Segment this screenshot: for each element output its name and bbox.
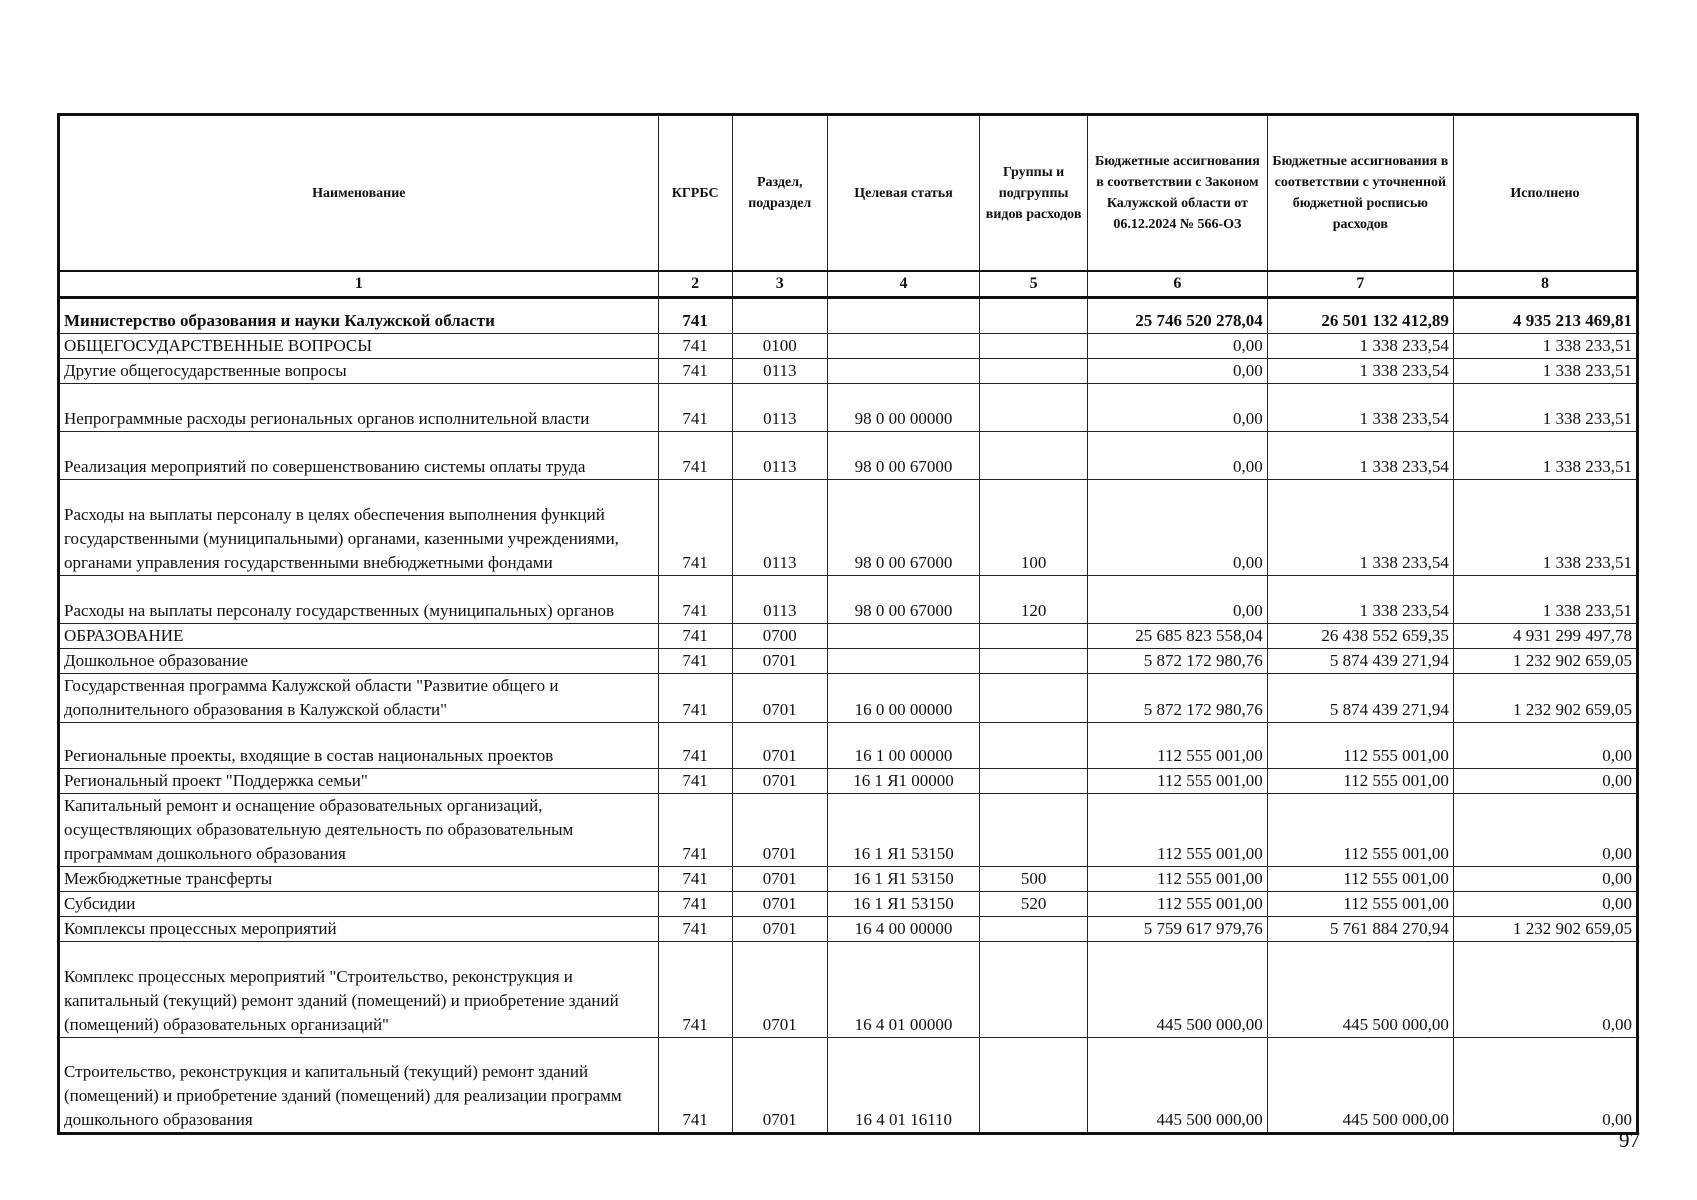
row-executed-amount: 1 338 233,51 [1453, 334, 1637, 359]
row-section: 0113 [732, 359, 827, 384]
budget-document [57, 113, 1639, 1135]
row-law-amount: 445 500 000,00 [1088, 942, 1268, 1038]
row-group: 120 [980, 576, 1088, 624]
table-row [59, 867, 1638, 892]
row-group [980, 298, 1088, 334]
row-executed-amount: 1 338 233,51 [1453, 384, 1637, 432]
row-section: 0701 [732, 892, 827, 917]
table-row [59, 1038, 1638, 1134]
row-roster-amount: 445 500 000,00 [1267, 942, 1453, 1038]
budget-table [57, 113, 1639, 1135]
row-executed-amount: 1 232 902 659,05 [1453, 649, 1637, 674]
row-target [827, 624, 979, 649]
row-kgrbs: 741 [658, 432, 732, 480]
row-section: 0701 [732, 649, 827, 674]
row-target: 98 0 00 67000 [827, 480, 979, 576]
row-target: 16 1 Я1 53150 [827, 892, 979, 917]
header-name: Наименование [59, 115, 659, 272]
row-name: Министерство образования и науки Калужской области [59, 298, 659, 334]
row-law-amount: 25 685 823 558,04 [1088, 624, 1268, 649]
row-section: 0701 [732, 917, 827, 942]
row-target: 16 4 00 00000 [827, 917, 979, 942]
row-group [980, 674, 1088, 723]
row-kgrbs: 741 [658, 359, 732, 384]
row-roster-amount: 1 338 233,54 [1267, 334, 1453, 359]
column-number: 4 [827, 271, 979, 298]
row-target: 16 4 01 00000 [827, 942, 979, 1038]
row-kgrbs: 741 [658, 769, 732, 794]
row-group [980, 649, 1088, 674]
row-law-amount: 0,00 [1088, 432, 1268, 480]
row-name: Расходы на выплаты персоналу государственных (муниципальных) органов [59, 576, 659, 624]
row-law-amount: 445 500 000,00 [1088, 1038, 1268, 1134]
row-name: ОБРАЗОВАНИЕ [59, 624, 659, 649]
row-name: Расходы на выплаты персоналу в целях обеспечения выполнения функций государственными (муниципальными) органами, казенными учреждениями, органами управления государственными внебюджетными фондами [59, 480, 659, 576]
row-name: Непрограммные расходы региональных органов исполнительной власти [59, 384, 659, 432]
header-target-article: Целевая статья [827, 115, 979, 272]
table-row [59, 576, 1638, 624]
row-roster-amount: 5 761 884 270,94 [1267, 917, 1453, 942]
row-target [827, 334, 979, 359]
table-row [59, 359, 1638, 384]
header-section: Раздел, подраздел [732, 115, 827, 272]
row-target: 98 0 00 67000 [827, 432, 979, 480]
row-law-amount: 0,00 [1088, 334, 1268, 359]
row-target [827, 359, 979, 384]
row-group: 520 [980, 892, 1088, 917]
row-law-amount: 0,00 [1088, 576, 1268, 624]
column-number: 2 [658, 271, 732, 298]
row-name: Межбюджетные трансферты [59, 867, 659, 892]
column-number: 7 [1267, 271, 1453, 298]
row-group [980, 794, 1088, 867]
row-target [827, 649, 979, 674]
row-executed-amount: 1 232 902 659,05 [1453, 917, 1637, 942]
table-row [59, 674, 1638, 723]
row-roster-amount: 112 555 001,00 [1267, 723, 1453, 769]
row-law-amount: 5 759 617 979,76 [1088, 917, 1268, 942]
row-executed-amount: 1 232 902 659,05 [1453, 674, 1637, 723]
column-number: 6 [1088, 271, 1268, 298]
row-target: 98 0 00 00000 [827, 384, 979, 432]
row-name: Комплекс процессных мероприятий "Строительство, реконструкция и капитальный (текущий) ремонт зданий (помещений) и приобретение зданий (помещений) образовательных организаций" [59, 942, 659, 1038]
row-executed-amount: 0,00 [1453, 723, 1637, 769]
row-law-amount: 112 555 001,00 [1088, 867, 1268, 892]
row-group [980, 769, 1088, 794]
column-number: 5 [980, 271, 1088, 298]
row-kgrbs: 741 [658, 723, 732, 769]
row-executed-amount: 4 931 299 497,78 [1453, 624, 1637, 649]
row-group [980, 334, 1088, 359]
table-row [59, 334, 1638, 359]
row-law-amount: 5 872 172 980,76 [1088, 674, 1268, 723]
row-target: 16 1 00 00000 [827, 723, 979, 769]
row-section: 0701 [732, 1038, 827, 1134]
row-name: Строительство, реконструкция и капитальный (текущий) ремонт зданий (помещений) и приобретение зданий (помещений) для реализации программ дошкольного образования [59, 1038, 659, 1134]
row-kgrbs: 741 [658, 576, 732, 624]
row-target [827, 298, 979, 334]
row-executed-amount: 1 338 233,51 [1453, 576, 1637, 624]
table-row [59, 649, 1638, 674]
row-group [980, 384, 1088, 432]
table-row [59, 298, 1638, 334]
row-group [980, 942, 1088, 1038]
row-roster-amount: 112 555 001,00 [1267, 769, 1453, 794]
row-section [732, 298, 827, 334]
row-law-amount: 112 555 001,00 [1088, 723, 1268, 769]
row-target: 16 4 01 16110 [827, 1038, 979, 1134]
row-roster-amount: 26 438 552 659,35 [1267, 624, 1453, 649]
row-name: Региональный проект "Поддержка семьи" [59, 769, 659, 794]
row-section: 0701 [732, 867, 827, 892]
row-target: 16 0 00 00000 [827, 674, 979, 723]
table-row [59, 769, 1638, 794]
header-executed: Исполнено [1453, 115, 1637, 272]
row-target: 16 1 Я1 53150 [827, 794, 979, 867]
column-number: 8 [1453, 271, 1637, 298]
row-kgrbs: 741 [658, 794, 732, 867]
row-roster-amount: 445 500 000,00 [1267, 1038, 1453, 1134]
row-roster-amount: 112 555 001,00 [1267, 892, 1453, 917]
row-group [980, 624, 1088, 649]
row-kgrbs: 741 [658, 1038, 732, 1134]
row-kgrbs: 741 [658, 384, 732, 432]
row-law-amount: 112 555 001,00 [1088, 794, 1268, 867]
row-section: 0701 [732, 723, 827, 769]
row-section: 0113 [732, 480, 827, 576]
row-target: 16 1 Я1 53150 [827, 867, 979, 892]
row-group: 500 [980, 867, 1088, 892]
table-row [59, 794, 1638, 867]
row-law-amount: 0,00 [1088, 359, 1268, 384]
row-group [980, 917, 1088, 942]
row-kgrbs: 741 [658, 917, 732, 942]
row-section: 0700 [732, 624, 827, 649]
row-section: 0701 [732, 769, 827, 794]
header-expense-group: Группы и подгруппы видов расходов [980, 115, 1088, 272]
row-section: 0113 [732, 384, 827, 432]
row-executed-amount: 0,00 [1453, 942, 1637, 1038]
row-name: Субсидии [59, 892, 659, 917]
row-name: Комплексы процессных мероприятий [59, 917, 659, 942]
column-number-row [59, 271, 1638, 298]
row-roster-amount: 112 555 001,00 [1267, 794, 1453, 867]
row-kgrbs: 741 [658, 334, 732, 359]
header-law-allocations: Бюджетные ассигнования в соответствии с Законом Калужской области от 06.12.2024 № 566-ОЗ [1088, 115, 1268, 272]
table-row [59, 432, 1638, 480]
row-executed-amount: 0,00 [1453, 1038, 1637, 1134]
row-roster-amount: 1 338 233,54 [1267, 432, 1453, 480]
header-roster-allocations: Бюджетные ассигнования в соответствии с уточненной бюджетной росписью расходов [1267, 115, 1453, 272]
row-executed-amount: 0,00 [1453, 769, 1637, 794]
row-section: 0701 [732, 794, 827, 867]
table-row [59, 624, 1638, 649]
row-target: 98 0 00 67000 [827, 576, 979, 624]
row-executed-amount: 1 338 233,51 [1453, 359, 1637, 384]
row-group: 100 [980, 480, 1088, 576]
row-roster-amount: 5 874 439 271,94 [1267, 649, 1453, 674]
table-row [59, 942, 1638, 1038]
row-group [980, 723, 1088, 769]
row-name: Другие общегосударственные вопросы [59, 359, 659, 384]
row-section: 0113 [732, 432, 827, 480]
row-name: Государственная программа Калужской области "Развитие общего и дополнительного образования в Калужской области" [59, 674, 659, 723]
row-law-amount: 112 555 001,00 [1088, 892, 1268, 917]
row-executed-amount: 0,00 [1453, 867, 1637, 892]
column-number: 3 [732, 271, 827, 298]
table-row [59, 480, 1638, 576]
page-number: 97 [1619, 1128, 1640, 1152]
row-roster-amount: 1 338 233,54 [1267, 359, 1453, 384]
row-executed-amount: 0,00 [1453, 892, 1637, 917]
row-kgrbs: 741 [658, 298, 732, 334]
table-row [59, 384, 1638, 432]
row-group [980, 359, 1088, 384]
row-kgrbs: 741 [658, 892, 732, 917]
row-executed-amount: 1 338 233,51 [1453, 480, 1637, 576]
row-name: Региональные проекты, входящие в состав национальных проектов [59, 723, 659, 769]
row-law-amount: 112 555 001,00 [1088, 769, 1268, 794]
row-roster-amount: 1 338 233,54 [1267, 384, 1453, 432]
row-executed-amount: 0,00 [1453, 794, 1637, 867]
table-row [59, 892, 1638, 917]
row-executed-amount: 4 935 213 469,81 [1453, 298, 1637, 334]
row-group [980, 432, 1088, 480]
row-law-amount: 0,00 [1088, 384, 1268, 432]
row-kgrbs: 741 [658, 649, 732, 674]
column-number: 1 [59, 271, 659, 298]
row-kgrbs: 741 [658, 480, 732, 576]
row-name: Капитальный ремонт и оснащение образовательных организаций, осуществляющих образовательную деятельность по образовательным программам дошкольного образования [59, 794, 659, 867]
row-section: 0100 [732, 334, 827, 359]
row-roster-amount: 1 338 233,54 [1267, 480, 1453, 576]
header-kgrbs: КГРБС [658, 115, 732, 272]
row-law-amount: 25 746 520 278,04 [1088, 298, 1268, 334]
row-roster-amount: 112 555 001,00 [1267, 867, 1453, 892]
row-name: ОБЩЕГОСУДАРСТВЕННЫЕ ВОПРОСЫ [59, 334, 659, 359]
row-group [980, 1038, 1088, 1134]
row-kgrbs: 741 [658, 624, 732, 649]
table-row [59, 917, 1638, 942]
row-name: Реализация мероприятий по совершенствованию системы оплаты труда [59, 432, 659, 480]
row-section: 0701 [732, 674, 827, 723]
header-row [59, 115, 1638, 272]
row-law-amount: 5 872 172 980,76 [1088, 649, 1268, 674]
row-section: 0113 [732, 576, 827, 624]
table-row [59, 723, 1638, 769]
row-target: 16 1 Я1 00000 [827, 769, 979, 794]
row-roster-amount: 5 874 439 271,94 [1267, 674, 1453, 723]
row-roster-amount: 1 338 233,54 [1267, 576, 1453, 624]
row-kgrbs: 741 [658, 942, 732, 1038]
row-section: 0701 [732, 942, 827, 1038]
row-law-amount: 0,00 [1088, 480, 1268, 576]
row-name: Дошкольное образование [59, 649, 659, 674]
row-executed-amount: 1 338 233,51 [1453, 432, 1637, 480]
row-roster-amount: 26 501 132 412,89 [1267, 298, 1453, 334]
row-kgrbs: 741 [658, 674, 732, 723]
row-kgrbs: 741 [658, 867, 732, 892]
